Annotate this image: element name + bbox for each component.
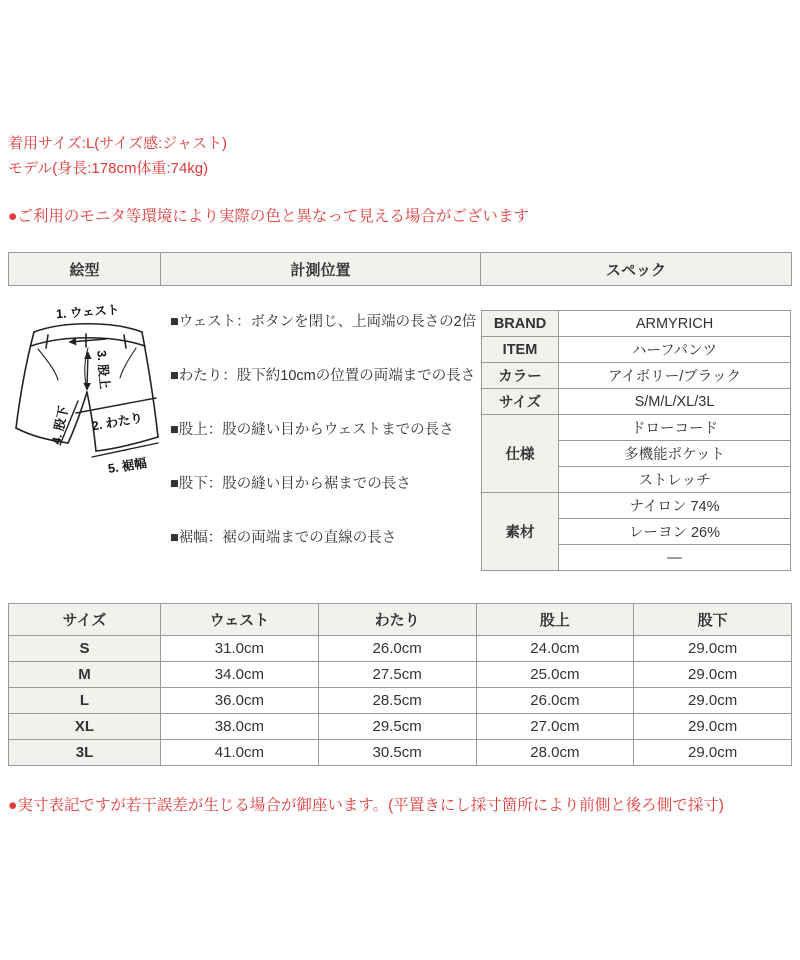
measure-desc-rise: ■股上：股の縫い目からウェストまでの長さ <box>170 422 454 438</box>
size-s: S <box>9 636 161 662</box>
measure-desc-thigh: ■わたり：股下約10cmの位置の両端までの長さ <box>170 368 476 384</box>
size-l-inseam: 29.0cm <box>634 688 792 714</box>
spec-row-item <box>482 337 791 363</box>
table-row-s <box>9 636 792 662</box>
table-row-3l <box>9 740 792 766</box>
spec-row-feature <box>482 415 791 441</box>
size-col-size: サイズ <box>9 604 161 636</box>
size-s-inseam: 29.0cm <box>634 636 792 662</box>
size-col-rise: 股上 <box>476 604 634 636</box>
spec-label-color: カラー <box>482 363 559 389</box>
size-col-waist: ウェスト <box>161 604 319 636</box>
measurement-note: ●実寸表記ですが若干誤差が生じる場合が御座います。(平置きにし採寸箇所により前側と後ろ側で採寸) <box>8 797 724 814</box>
diagram-label-thigh: 2. わたり <box>90 410 144 434</box>
header-spec: スペック <box>605 261 666 279</box>
diagram-label-hem-width: 5. 裾幅 <box>107 456 148 477</box>
diagram-label-rise: 3. 股上 <box>94 349 112 390</box>
size-m: M <box>9 662 161 688</box>
size-col-thigh: わたり <box>318 604 476 636</box>
table-row-l <box>9 688 792 714</box>
size-l-rise: 26.0cm <box>476 688 634 714</box>
spec-label-item: ITEM <box>482 337 559 363</box>
size-3l-inseam: 29.0cm <box>634 740 792 766</box>
size-m-rise: 25.0cm <box>476 662 634 688</box>
size-s-rise: 24.0cm <box>476 636 634 662</box>
monitor-note: ●ご利用のモニタ等環境により実際の色と異なって見える場合がございます <box>8 208 529 225</box>
spec-label-material: 素材 <box>482 493 559 571</box>
size-l: L <box>9 688 161 714</box>
spec-row-brand <box>482 311 791 337</box>
spec-label-feature: 仕様 <box>482 415 559 493</box>
spec-value-feature-2: 多機能ポケット <box>559 441 791 467</box>
size-m-inseam: 29.0cm <box>634 662 792 688</box>
size-3l-waist: 41.0cm <box>161 740 319 766</box>
size-l-waist: 36.0cm <box>161 688 319 714</box>
measure-desc-inseam: ■股下：股の縫い目から裾までの長さ <box>170 476 411 492</box>
size-m-thigh: 27.5cm <box>318 662 476 688</box>
header-measure-position: 計測位置 <box>161 253 481 285</box>
wearing-size-text: 着用サイズ:L(サイズ感:ジャスト) <box>8 135 227 152</box>
spec-value-feature-3: ストレッチ <box>559 467 791 493</box>
spec-value-material-2: レーヨン 26% <box>559 519 791 545</box>
table-row-m <box>9 662 792 688</box>
model-size-text: モデル(身長:178cm体重:74kg) <box>8 160 209 177</box>
spec-label-brand: BRAND <box>482 311 559 337</box>
spec-value-brand: ARMYRICH <box>559 311 791 337</box>
measurement-descriptions <box>170 312 480 582</box>
spec-value-material-3: — <box>559 545 791 571</box>
size-xl: XL <box>9 714 161 740</box>
size-table-header-row <box>9 604 792 636</box>
size-3l-rise: 28.0cm <box>476 740 634 766</box>
shorts-diagram <box>8 300 168 495</box>
size-s-waist: 31.0cm <box>161 636 319 662</box>
spec-value-item: ハーフパンツ <box>559 337 791 363</box>
size-m-waist: 34.0cm <box>161 662 319 688</box>
diagram-label-waist: 1. ウェスト <box>55 302 120 322</box>
size-xl-waist: 38.0cm <box>161 714 319 740</box>
size-table <box>8 603 792 766</box>
spec-label-size: サイズ <box>482 389 559 415</box>
size-3l-thigh: 30.5cm <box>318 740 476 766</box>
measure-desc-hem: ■裾幅：裾の両端までの直線の長さ <box>170 530 397 546</box>
size-xl-inseam: 29.0cm <box>634 714 792 740</box>
size-col-inseam: 股下 <box>634 604 792 636</box>
spec-value-size: S/M/L/XL/3L <box>559 389 791 415</box>
spec-value-material-1: ナイロン 74% <box>559 493 791 519</box>
spec-row-size <box>482 389 791 415</box>
size-s-thigh: 26.0cm <box>318 636 476 662</box>
spec-value-color: アイボリー/ブラック <box>559 363 791 389</box>
header-pattern: 絵型 <box>9 253 161 285</box>
spec-value-feature-1: ドローコード <box>559 415 791 441</box>
section-header-strip <box>8 252 792 286</box>
diagram-label-inseam: 4. 股下 <box>49 404 71 446</box>
table-row-xl <box>9 714 792 740</box>
model-info <box>8 131 227 181</box>
spec-row-material <box>482 493 791 519</box>
shorts-illustration <box>8 300 168 495</box>
spec-row-color <box>482 363 791 389</box>
size-xl-thigh: 29.5cm <box>318 714 476 740</box>
measure-desc-waist: ■ウェスト：ボタンを閉じ、上両端の長さの2倍 <box>170 314 477 330</box>
size-l-thigh: 28.5cm <box>318 688 476 714</box>
size-3l: 3L <box>9 740 161 766</box>
size-xl-rise: 27.0cm <box>476 714 634 740</box>
spec-table <box>481 310 791 571</box>
